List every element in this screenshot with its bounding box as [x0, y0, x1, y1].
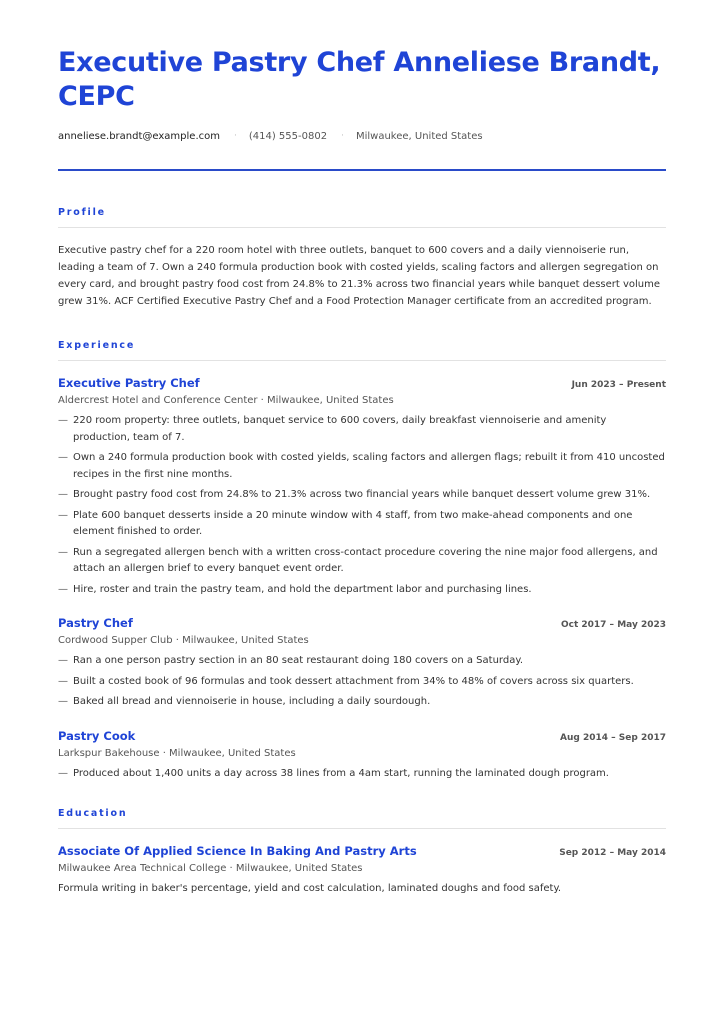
profile-section — [58, 207, 666, 310]
job-dates: Oct 2017 – May 2023 — [560, 620, 666, 630]
list-item — [58, 653, 666, 670]
list-item — [58, 545, 666, 578]
bullet-dash: — — [58, 415, 68, 426]
bullet-dash: — — [58, 452, 68, 463]
job-title: Executive Pastry Chef — [58, 376, 200, 390]
bullet-text: 220 room property: three outlets, banquet service to 600 covers, daily breakfast viennoiserie and amenity production, team of 7. — [73, 415, 607, 443]
location: Milwaukee, United States — [355, 130, 483, 142]
bullet-dash: — — [58, 675, 68, 687]
bullet-text: Baked all bread and viennoiserie in house, including a daily sourdough. — [73, 696, 431, 707]
education-header — [58, 844, 666, 858]
bullet-text: Own a 240 formula production book with costed yields, scaling factors and allergen flags; rebuilt it from 410 uncosted recipes in the first nine months. — [73, 452, 665, 480]
phone-number: (414) 555-0802 — [248, 130, 328, 142]
job-bullets — [58, 653, 666, 711]
bullet-dash: — — [58, 509, 68, 521]
bullet-dash: — — [58, 655, 68, 666]
job-dates: Jun 2023 – Present — [571, 380, 666, 390]
contact-line — [58, 129, 666, 143]
education-section — [58, 808, 666, 897]
profile-summary: Executive pastry chef for a 220 room hotel with three outlets, banquet to 600 covers and a daily viennoiserie run, leading a team of 7. Own a 240 formula production book with costed yields, scaling factors and allergen segregation on every card, and brought pastry food cost from 24.8% to 21.3% across two financial years while banquet dessert volume grew 31%. ACF Certified Executive Pastry Chef and a Food Protection Manager certificate from an accredited program. — [58, 245, 661, 307]
bullet-dash: — — [58, 583, 68, 595]
list-item — [58, 582, 666, 599]
bullet-dash: — — [58, 696, 68, 707]
contact-separator: · — [341, 131, 344, 141]
job-entry — [58, 616, 666, 711]
job-header — [58, 616, 666, 630]
candidate-name: Executive Pastry Chef Anneliese Brandt, CEPC — [58, 47, 661, 112]
job-header — [58, 376, 666, 390]
bullet-text: Built a costed book of 96 formulas and took dessert attachment from 34% to 48% of covers across six quarters. — [73, 675, 634, 687]
education-dates: Sep 2012 – May 2014 — [559, 848, 666, 858]
list-item — [58, 413, 666, 446]
degree-title: Associate Of Applied Science In Baking And Pastry Arts — [58, 844, 417, 858]
contact-separator: · — [233, 131, 237, 141]
job-bullets — [58, 766, 666, 783]
job-dates: Aug 2014 – Sep 2017 — [560, 732, 666, 743]
school-name: Milwaukee Area Technical College · Milwaukee, United States — [58, 863, 363, 874]
bullet-text: Ran a one person pastry section in an 80 seat restaurant doing 180 covers on a Saturday. — [73, 655, 523, 666]
list-item — [58, 766, 666, 783]
job-bullets — [58, 413, 666, 598]
bullet-text: Brought pastry food cost from 24.8% to 21.3% across two financial years while banquet dessert volume grew 31%. — [73, 489, 651, 500]
job-title: Pastry Cook — [58, 728, 136, 743]
job-organization: Aldercrest Hotel and Conference Center · Milwaukee, United States — [58, 395, 394, 406]
list-item — [58, 450, 666, 483]
bullet-text: Run a segregated allergen bench with a written cross-contact procedure covering the nine major food allergens, and attach an allergen brief to every banquet event order. — [73, 546, 658, 574]
list-item — [58, 487, 666, 504]
bullet-dash: — — [58, 767, 68, 779]
list-item — [58, 674, 666, 691]
bullet-dash: — — [58, 489, 68, 500]
experience-section — [58, 340, 666, 782]
job-header — [58, 729, 666, 743]
bullet-text: Hire, roster and train the pastry team, and hold the department labor and purchasing lines. — [73, 583, 532, 595]
section-title-education: Education — [58, 808, 666, 829]
email-link[interactable]: anneliese.brandt@example.com — [58, 130, 220, 142]
bullet-text: Plate 600 banquet desserts inside a 20 minute window with 4 staff, from two make-ahead components and one element finished to order. — [73, 509, 633, 537]
job-title: Pastry Chef — [58, 616, 133, 630]
list-item — [58, 694, 666, 711]
job-entry — [58, 376, 666, 598]
bullet-text: Produced about 1,400 units a day across 38 lines from a 4am start, running the laminated dough program. — [73, 767, 609, 779]
bullet-dash: — — [58, 546, 68, 558]
header-divider — [58, 169, 666, 171]
list-item — [58, 508, 666, 541]
job-organization: Larkspur Bakehouse · Milwaukee, United States — [58, 747, 296, 759]
education-details: Formula writing in baker's percentage, yield and cost calculation, laminated doughs and food safety. — [58, 883, 562, 894]
job-entry — [58, 729, 666, 783]
education-entry — [58, 844, 666, 897]
section-title-profile: Profile — [58, 207, 666, 228]
section-title-experience: Experience — [58, 340, 666, 361]
job-organization: Cordwood Supper Club · Milwaukee, United States — [58, 635, 309, 646]
